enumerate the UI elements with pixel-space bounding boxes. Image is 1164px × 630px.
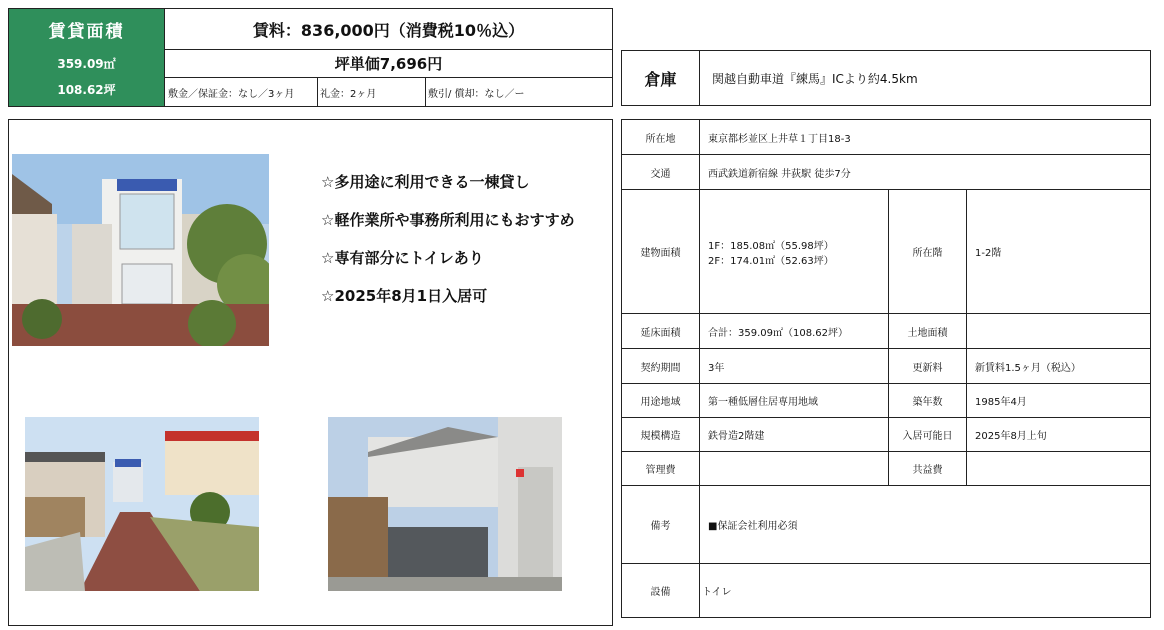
- contract-value: 3年: [700, 349, 889, 384]
- table-row: [622, 349, 1151, 384]
- rental-area-tsubo: 108.62坪: [57, 83, 116, 97]
- property-details-table: [621, 119, 1151, 618]
- rental-area-sqm: 359.09㎡: [57, 57, 116, 71]
- building-area-2f: 2F：174.01㎡（52.63坪）: [708, 255, 834, 267]
- building-photo-main: [12, 154, 269, 346]
- management-fee-label: 管理費: [622, 452, 700, 486]
- table-row: [622, 120, 1151, 155]
- unit-price: 坪単価7,696円: [165, 49, 613, 78]
- floor-label: 所在階: [889, 190, 967, 314]
- facilities-label: 設備: [622, 564, 700, 618]
- move-in-value: 2025年8月上旬: [967, 418, 1151, 452]
- feature-item: ☆軽作業所や事務所利用にもおすすめ: [321, 211, 575, 229]
- table-row: [622, 190, 1151, 314]
- key-money-terms: 礼金：2ヶ月: [317, 77, 426, 107]
- contract-label: 契約期間: [622, 349, 700, 384]
- land-area-value: [967, 314, 1151, 349]
- facilities-value: トイレ: [700, 564, 1151, 618]
- rental-area-box: [8, 8, 165, 107]
- feature-item: ☆2025年8月1日入居可: [321, 287, 488, 305]
- rent-price: 賃料：836,000円（消費税10％込）: [165, 8, 613, 50]
- renewal-label: 更新料: [889, 349, 967, 384]
- street-photo: [25, 417, 259, 591]
- remarks-label: 備考: [622, 486, 700, 564]
- structure-value: 鉄骨造2階建: [700, 418, 889, 452]
- amortization-terms: 敷引/ 償却：なし／ー: [425, 77, 613, 107]
- common-fee-label: 共益費: [889, 452, 967, 486]
- remarks-value: ■保証会社利用必須: [700, 486, 1151, 564]
- table-row: [622, 418, 1151, 452]
- transport-label: 交通: [622, 155, 700, 190]
- table-row: [622, 384, 1151, 418]
- building-area-1f: 1F：185.08㎡（55.98坪）: [708, 240, 834, 252]
- structure-label: 規模構造: [622, 418, 700, 452]
- deposit-terms: 敷金／保証金：なし／3ヶ月: [165, 77, 318, 107]
- photo-panel: [8, 119, 613, 626]
- move-in-label: 入居可能日: [889, 418, 967, 452]
- common-fee-value: [967, 452, 1151, 486]
- gate-photo: [328, 417, 562, 591]
- management-fee-value: [700, 452, 889, 486]
- rental-area-title: 賃貸面積: [48, 22, 125, 42]
- built-value: 1985年4月: [967, 384, 1151, 418]
- table-row: [622, 486, 1151, 564]
- renewal-value: 新賃料1.5ヶ月（税込）: [967, 349, 1151, 384]
- zoning-value: 第一種低層住居専用地域: [700, 384, 889, 418]
- zoning-label: 用途地域: [622, 384, 700, 418]
- table-row: [622, 155, 1151, 190]
- table-row: [622, 452, 1151, 486]
- feature-list: [321, 173, 611, 325]
- table-row: [622, 564, 1151, 618]
- location-value: 東京都杉並区上井草１丁目18-3: [700, 120, 1151, 155]
- transport-value: 西武鉄道新宿線 井荻駅 徒歩7分: [700, 155, 1151, 190]
- building-area-value: [700, 190, 889, 314]
- building-area-label: 建物面積: [622, 190, 700, 314]
- total-floor-label: 延床面積: [622, 314, 700, 349]
- floor-value: 1-2階: [967, 190, 1151, 314]
- built-label: 築年数: [889, 384, 967, 418]
- highway-access: 関越自動車道『練馬』ICより約4.5km: [712, 71, 918, 86]
- table-row: [622, 314, 1151, 349]
- property-type: 倉庫: [622, 51, 700, 105]
- land-area-label: 土地面積: [889, 314, 967, 349]
- feature-item: ☆専有部分にトイレあり: [321, 249, 484, 267]
- total-floor-value: 合計：359.09㎡（108.62坪）: [700, 314, 889, 349]
- property-type-box: [621, 50, 1151, 106]
- location-label: 所在地: [622, 120, 700, 155]
- feature-item: ☆多用途に利用できる一棟貸し: [321, 173, 530, 191]
